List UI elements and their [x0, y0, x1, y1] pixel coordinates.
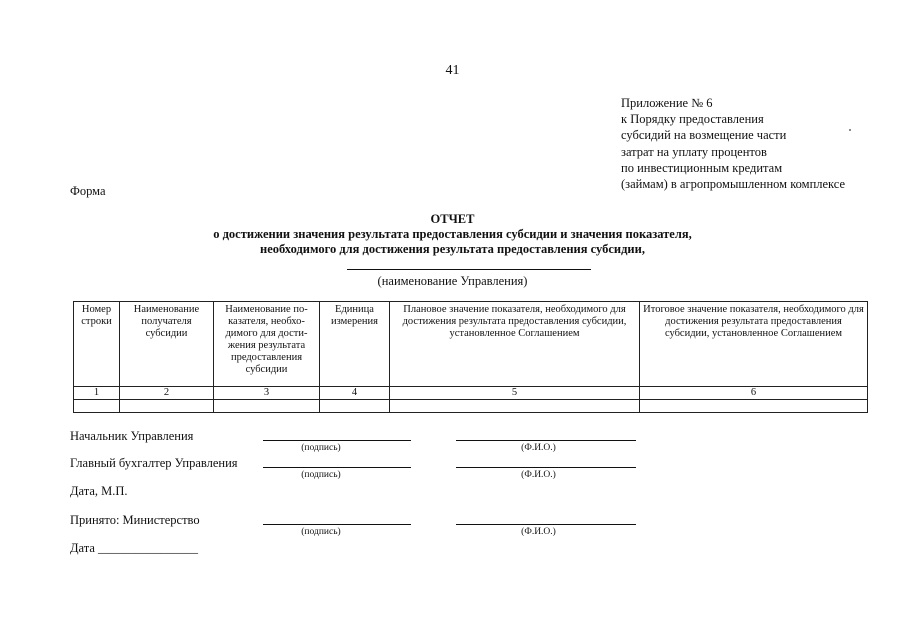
- management-caption: (наименование Управления): [377, 274, 528, 288]
- table-cell: [390, 400, 640, 413]
- management-name-line: [347, 269, 591, 270]
- head-label: Начальник Управления: [70, 429, 194, 443]
- column-number: 2: [120, 387, 214, 400]
- header-cell: Плановое значение показателя, необходимого для достижения результата предоставления субсидии, установленное Соглашением: [390, 302, 640, 387]
- column-number: 5: [390, 387, 640, 400]
- column-number: 1: [74, 387, 120, 400]
- table-cell: [214, 400, 320, 413]
- appendix-line: затрат на уплату процентов: [621, 144, 767, 159]
- accepted-label: Принято: Министерство: [70, 513, 200, 527]
- table-cell: [320, 400, 390, 413]
- header-cell: Единица измерения: [320, 302, 390, 387]
- name-caption: (Ф.И.О.): [521, 470, 556, 480]
- accountant-label: Главный бухгалтер Управления: [70, 456, 238, 470]
- appendix-line: Приложение № 6: [621, 96, 713, 110]
- report-table: [73, 301, 868, 413]
- signature-caption: (подпись): [301, 527, 341, 537]
- column-number: 4: [320, 387, 390, 400]
- appendix-block: [621, 95, 845, 192]
- table-cell: [640, 400, 868, 413]
- page-number: 41: [445, 63, 460, 78]
- appendix-line: субсидий на возмещение части: [621, 128, 787, 143]
- report-title-line: о достижении значения результата предоставления субсидии и значения показателя,: [213, 227, 692, 241]
- name-caption: (Ф.И.О.): [521, 443, 556, 453]
- report-title-line: необходимого для достижения результата предоставления субсидии,: [260, 242, 645, 256]
- accountant-name-line: [456, 467, 636, 468]
- appendix-line: по инвестиционным кредитам: [621, 160, 783, 175]
- signature-caption: (подпись): [301, 470, 341, 480]
- column-number-row: [74, 387, 868, 400]
- table-row: [74, 400, 868, 413]
- accountant-signature-line: [263, 467, 411, 468]
- table-header-row: [74, 302, 868, 387]
- column-number: 3: [214, 387, 320, 400]
- ministry-name-line: [456, 524, 636, 525]
- appendix-line: (займам) в агропромышленном комплексе: [621, 177, 846, 192]
- table-cell: [74, 400, 120, 413]
- head-signature-line: [263, 440, 411, 441]
- header-cell: Номер строки: [74, 302, 120, 387]
- speck-mark: [849, 129, 851, 131]
- header-cell: Наименование показателя, необходимого для достижения результата предоставления субсидии: [214, 302, 320, 387]
- date-mp-label: Дата, М.П.: [70, 484, 128, 498]
- header-cell: Наименование получателя субсидии: [120, 302, 214, 387]
- report-heading: ОТЧЕТ: [430, 212, 475, 226]
- appendix-line: к Порядку предоставления: [621, 112, 764, 127]
- name-caption: (Ф.И.О.): [521, 527, 556, 537]
- signature-caption: (подпись): [301, 443, 341, 453]
- table-cell: [120, 400, 214, 413]
- ministry-signature-line: [263, 524, 411, 525]
- head-name-line: [456, 440, 636, 441]
- column-number: 6: [640, 387, 868, 400]
- form-label: Форма: [70, 184, 106, 198]
- report-title: [0, 212, 905, 257]
- date-label: Дата ________________: [70, 541, 199, 555]
- header-cell: Итоговое значение показателя, необходимого для достижения результата предоставления субсидии, установленное Соглашением: [640, 302, 868, 387]
